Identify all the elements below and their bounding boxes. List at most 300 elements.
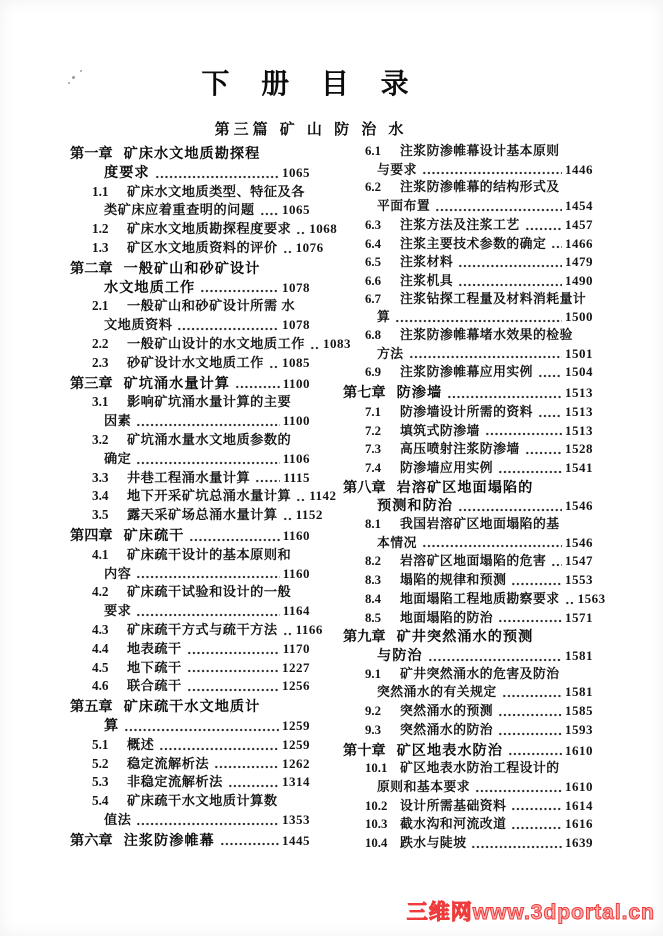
toc-chapter-entry: [70, 698, 310, 736]
toc-section-entry: [70, 792, 310, 830]
toc-section-entry: [70, 393, 310, 431]
entry-title-text: 突然涌水的防治: [400, 722, 494, 737]
toc-entry-line: [343, 797, 593, 816]
toc-section-entry: [70, 183, 310, 221]
toc-entry-line: [343, 459, 593, 478]
toc-entry-line: [343, 778, 593, 797]
dot-leader: [525, 227, 562, 231]
section-number-label: 4.2: [92, 584, 109, 600]
entry-title-text: 高压喷射注浆防渗墙: [400, 442, 520, 457]
toc-entry-line: [70, 755, 310, 774]
toc-section-entry: [343, 797, 593, 816]
entry-title-text: 一般矿山和砂矿设计: [123, 260, 261, 277]
dot-leader: [565, 601, 575, 605]
toc-entry-line: [343, 609, 593, 628]
entry-title-text: 一般矿山设计的水文地质工作: [127, 335, 305, 351]
toc-section-entry: [343, 143, 593, 179]
section-number-label: 6.8: [365, 328, 381, 343]
toc-entry-line: [70, 565, 310, 584]
page-number: 1065: [282, 164, 310, 180]
page-number: 1083: [322, 335, 351, 351]
section-number-label: 4.4: [92, 640, 109, 656]
entry-title-text: 稳定流解析法: [127, 755, 210, 771]
section-number-label: 9.2: [365, 704, 381, 719]
section-number-label: 6.4: [365, 236, 381, 251]
toc-entry-line: [70, 145, 310, 164]
toc-entry-line: [70, 602, 310, 621]
entry-title-text: 概述: [127, 736, 155, 752]
section-number-label: 5.2: [92, 755, 109, 771]
dot-leader: [471, 845, 562, 849]
section-number-label: 7.3: [365, 442, 381, 457]
toc-chapter-entry: [343, 629, 593, 665]
toc-entry-line: [343, 516, 593, 534]
chapter-number-label: 第六章: [70, 832, 113, 849]
entry-title-text: 截水沟和河流改道: [400, 817, 507, 832]
toc-section-entry: [70, 335, 351, 354]
toc-column-right: [343, 143, 606, 853]
entry-title-text: 矿床水文地质勘探程度要求: [127, 221, 292, 237]
toc-entry-line: [70, 773, 310, 792]
entry-title-text: 矿井突然涌水的预测: [396, 629, 534, 646]
toc-entry-line: [70, 736, 310, 755]
entry-title-text: 注浆主要技术参数的确定: [400, 236, 547, 251]
toc-entry-line: [343, 534, 593, 553]
toc-entry-line: [343, 363, 593, 382]
dot-leader: [189, 538, 279, 542]
toc-entry-line: [70, 506, 323, 525]
page-title: 下 册 目 录: [201, 68, 421, 99]
dot-leader: [458, 508, 562, 512]
page-number: 1500: [565, 309, 593, 325]
section-number-label: 5.1: [92, 736, 109, 752]
toc-section-entry: [70, 469, 310, 488]
toc-section-entry: [343, 459, 593, 478]
page-number: 1616: [565, 816, 593, 832]
section-number-label: 3.4: [92, 488, 109, 504]
toc-entry-line: [343, 308, 593, 327]
section-number-label: 10.1: [365, 761, 388, 776]
toc-section-entry: [343, 327, 593, 363]
dot-leader: [220, 842, 279, 846]
page-number: 1614: [565, 797, 593, 813]
section-number-label: 7.1: [365, 404, 381, 419]
heading-block: [70, 0, 596, 139]
entry-title-text: 文地质资料: [104, 317, 173, 333]
section-number-label: 3.5: [92, 507, 109, 523]
section-number-label: 7.2: [365, 423, 381, 438]
section-number-label: 1.3: [92, 239, 109, 255]
page-number: 1078: [282, 317, 310, 333]
dot-leader: [508, 752, 562, 756]
page-number: 1457: [565, 216, 593, 232]
section-number-label: 4.5: [92, 659, 109, 675]
entry-title-text: 填筑式防渗墙: [400, 423, 480, 438]
entry-title-text: 度要求: [104, 164, 150, 181]
section-number-label: 4.6: [92, 678, 109, 694]
toc-chapter-entry: [70, 145, 310, 183]
dot-leader: [502, 694, 562, 698]
section-number-label: 7.4: [365, 460, 381, 475]
toc-entry-line: [70, 621, 323, 640]
toc-entry-line: [70, 832, 310, 851]
page-number: 1546: [565, 498, 593, 514]
section-number-label: 8.5: [365, 610, 381, 625]
toc-section-entry: [70, 621, 323, 640]
toc-section-entry: [70, 220, 338, 239]
toc-entry-line: [70, 164, 310, 183]
section-number-label: 3.1: [92, 394, 109, 410]
dot-leader: [551, 245, 562, 249]
section-number-label: 6.6: [365, 273, 381, 288]
page-number: 1259: [282, 736, 310, 752]
dot-leader: [551, 563, 562, 567]
toc-section-entry: [70, 640, 310, 659]
toc-section-entry: [343, 235, 593, 254]
entry-title-text: 设计所需基础资料: [400, 798, 507, 813]
dot-leader: [155, 175, 279, 179]
entry-title-text: 矿井突然涌水的危害及防治: [400, 666, 560, 681]
toc-entry-line: [343, 760, 593, 778]
section-number-label: 10.2: [365, 798, 388, 813]
section-number-label: 5.4: [92, 793, 109, 809]
dot-leader: [269, 365, 279, 369]
entry-title-text: 水文地质工作: [104, 279, 196, 296]
entry-title-text: 矿区地表水防治工程设计的: [400, 761, 560, 776]
page-number: 1581: [565, 684, 593, 700]
chapter-number-label: 第二章: [70, 260, 113, 277]
entry-title-text: 矿床疏干设计的基本原则和: [127, 546, 292, 562]
dot-leader: [283, 250, 293, 254]
toc-chapter-entry: [70, 260, 310, 298]
entry-title-text: 一般矿山和砂矿设计所需 水: [127, 298, 296, 314]
section-number-label: 9.3: [365, 722, 381, 737]
page-number: 1445: [282, 832, 310, 848]
toc-chapter-entry: [343, 480, 593, 516]
chapter-number-label: 第四章: [70, 527, 113, 544]
dot-leader: [511, 807, 562, 811]
toc-entry-line: [343, 440, 593, 459]
toc-column-left: [70, 143, 351, 853]
entry-title-text: 矿床疏干水文地质计算数: [127, 793, 278, 809]
chapter-number-label: 第八章: [343, 479, 386, 496]
toc-section-entry: [70, 431, 310, 469]
section-number-label: 3.2: [92, 431, 109, 447]
entry-title-text: 地面塌陷的防治: [400, 610, 494, 625]
dot-leader: [228, 784, 279, 788]
section-number-label: 2.2: [92, 335, 109, 351]
dot-leader: [136, 461, 279, 465]
page-number: 1170: [282, 640, 310, 656]
entry-title-text: 注浆防渗帷幕: [123, 832, 215, 849]
toc-entry-line: [343, 590, 606, 609]
page-number: 1593: [565, 721, 593, 737]
toc-entry-line: [70, 393, 310, 412]
page-number: 1541: [565, 459, 593, 475]
toc-entry-line: [343, 327, 593, 345]
page-number: 1076: [295, 239, 324, 255]
dot-leader: [498, 619, 562, 623]
toc-entry-line: [343, 143, 593, 161]
entry-title-text: 矿区地表水防治: [396, 742, 503, 759]
toc-entry-line: [70, 640, 310, 659]
entry-title-text: 露天采矿场总涌水量计算: [127, 507, 278, 523]
toc-chapter-entry: [70, 527, 310, 546]
entry-title-text: 算: [104, 717, 120, 734]
dot-leader: [187, 669, 279, 673]
toc-entry-line: [343, 480, 593, 498]
dot-leader: [310, 346, 320, 350]
toc-entry-line: [70, 659, 310, 678]
entry-title-text: 矿区水文地质资料的评价: [127, 239, 278, 255]
page-number: 1166: [295, 621, 323, 637]
dot-leader: [422, 544, 562, 548]
toc-section-entry: [343, 609, 593, 628]
entry-title-text: 矿床疏干水文地质计: [123, 699, 261, 716]
page-number: 1610: [565, 778, 593, 794]
page-number: 1585: [565, 703, 593, 719]
section-number-label: 1.2: [92, 221, 109, 237]
toc-entry-line: [343, 384, 593, 403]
entry-title-text: 影响矿坑涌水量计算的主要: [127, 394, 292, 410]
chapter-number-label: 第五章: [70, 699, 113, 716]
toc-entry-line: [343, 683, 593, 702]
dot-leader: [260, 212, 279, 216]
page-number: 1256: [282, 678, 310, 694]
dot-leader: [136, 613, 279, 617]
toc-entry-line: [343, 815, 593, 834]
dot-leader: [447, 395, 562, 399]
page-number: 1490: [565, 272, 593, 288]
toc-section-entry: [70, 354, 310, 373]
toc-section-entry: [343, 721, 593, 740]
entry-title-text: 砂矿设计水文地质工作: [127, 354, 264, 370]
toc-entry-line: [343, 422, 593, 441]
toc-section-entry: [343, 590, 606, 609]
page-number: 1160: [282, 527, 310, 543]
entry-title-text: 地下疏干: [127, 659, 182, 675]
entry-title-text: 确定: [104, 450, 132, 466]
page-number: 1581: [565, 647, 593, 663]
entry-title-text: 非稳定流解析法: [127, 774, 223, 790]
entry-title-text: 塌陷的规律和预测: [400, 573, 507, 588]
toc-section-entry: [343, 179, 593, 215]
entry-title-text: 注浆防渗帷幕的结构形式及: [400, 180, 560, 195]
dot-leader: [538, 374, 562, 378]
toc-section-entry: [343, 760, 593, 796]
toc-entry-line: [70, 527, 310, 546]
toc-section-entry: [70, 506, 323, 525]
page-number: 1513: [565, 385, 593, 401]
toc-section-entry: [343, 516, 593, 552]
toc-entry-line: [70, 335, 351, 354]
chapter-number-label: 第三章: [70, 375, 113, 392]
section-number-label: 4.3: [92, 621, 109, 637]
section-number-label: 3.3: [92, 469, 109, 485]
dot-leader: [458, 264, 562, 268]
dot-leader: [214, 765, 279, 769]
toc-section-entry: [70, 677, 310, 696]
page-number: 1227: [282, 659, 310, 675]
page-number: 1610: [565, 742, 593, 758]
entry-title-text: 注浆方法及注浆工艺: [400, 217, 520, 232]
entry-title-text: 本情况: [377, 535, 417, 550]
toc-entry-line: [70, 239, 324, 258]
dot-leader: [498, 713, 562, 717]
entry-title-text: 突然涌水的有关规定: [377, 685, 497, 700]
section-number-label: 6.1: [365, 144, 381, 158]
toc-entry-line: [343, 272, 593, 291]
page-number: 1115: [283, 469, 310, 485]
dot-leader: [136, 575, 279, 579]
section-number-label: 10.3: [365, 817, 388, 832]
toc-section-entry: [70, 583, 310, 621]
page-number: 1164: [282, 603, 310, 619]
entry-title-text: 要求: [104, 603, 132, 619]
dot-leader: [296, 231, 306, 235]
dot-leader: [187, 651, 280, 655]
toc-chapter-entry: [343, 742, 593, 761]
dot-leader: [124, 728, 279, 732]
toc-section-entry: [70, 239, 324, 258]
toc-entry-line: [70, 316, 310, 335]
watermark: 三维网www.3dportal.cn: [406, 901, 655, 924]
dot-leader: [255, 479, 280, 483]
toc-entry-line: [343, 253, 593, 272]
dot-leader: [498, 732, 562, 736]
section-number-label: 8.3: [365, 573, 381, 588]
page-number: 1314: [282, 774, 310, 790]
dot-leader: [283, 632, 293, 636]
toc-section-entry: [343, 422, 593, 441]
toc-entry-line: [343, 216, 593, 235]
entry-title-text: 井巷工程涌水量计算: [127, 469, 251, 485]
toc-entry-line: [343, 403, 593, 422]
toc-section-entry: [343, 834, 593, 853]
toc-section-entry: [70, 487, 337, 506]
page-number: 1100: [282, 413, 310, 429]
toc-section-entry: [343, 291, 593, 327]
toc-entry-line: [343, 834, 593, 853]
toc-entry-line: [70, 260, 310, 279]
entry-title-text: 跌水与陡坡: [400, 836, 467, 851]
toc-entry-line: [70, 717, 310, 736]
entry-title-text: 地面塌陷工程地质勘察要求: [400, 591, 560, 606]
entry-title-text: 注浆钻探工程量及材料消耗量计: [400, 291, 587, 306]
entry-title-text: 岩溶矿区地面塌陷的: [396, 479, 534, 496]
page-number: 1353: [282, 811, 310, 827]
dot-leader: [136, 423, 279, 427]
section-number-label: 6.2: [365, 180, 381, 195]
dot-leader: [409, 355, 562, 359]
entry-title-text: 算: [377, 310, 391, 325]
part-heading: 第三篇 矿 山 防 治 水: [214, 121, 408, 138]
dot-leader: [422, 171, 562, 175]
toc-section-entry: [343, 253, 593, 272]
section-number-label: 2.3: [92, 354, 109, 370]
dot-leader: [235, 385, 280, 389]
entry-title-text: 矿床疏干试验和设计的一般: [127, 584, 292, 600]
toc-entry-line: [70, 811, 310, 830]
entry-title-text: 注浆材料: [400, 255, 454, 270]
dot-leader: [511, 826, 562, 830]
toc-section-entry: [343, 363, 593, 382]
section-number-label: 6.3: [365, 217, 381, 232]
page-number: 1479: [565, 254, 593, 270]
entry-title-text: 与防治: [377, 647, 423, 664]
toc-entry-line: [343, 702, 593, 721]
entry-title-text: 岩溶矿区地面塌陷的危害: [400, 554, 547, 569]
dot-leader: [538, 414, 562, 418]
dot-leader: [525, 451, 562, 455]
toc-chapter-entry: [70, 375, 310, 394]
section-number-label: 1.1: [92, 183, 109, 199]
toc-section-entry: [343, 571, 593, 590]
section-number-label: 2.1: [92, 298, 109, 314]
section-number-label: 8.1: [365, 517, 381, 532]
toc-entry-line: [343, 235, 593, 254]
toc-entry-line: [70, 220, 338, 239]
dot-leader: [428, 658, 562, 662]
toc-section-entry: [343, 666, 593, 702]
entry-title-text: 因素: [104, 413, 132, 429]
entry-title-text: 原则和基本要求: [377, 779, 471, 794]
page-number: 1078: [282, 279, 310, 295]
page-number: 1085: [282, 354, 310, 370]
page-number: 1466: [565, 235, 593, 251]
page-number: 1501: [565, 345, 593, 361]
dot-leader: [296, 498, 306, 502]
page-number: 1639: [565, 835, 593, 851]
toc-section-entry: [343, 702, 593, 721]
toc-chapter-entry: [70, 832, 310, 851]
entry-title-text: 地表疏干: [127, 640, 182, 656]
entry-title-text: 联合疏干: [127, 678, 182, 694]
toc-entry-line: [70, 297, 310, 316]
page-number: 1106: [282, 450, 310, 466]
dot-leader: [475, 789, 562, 793]
toc-section-entry: [70, 659, 310, 678]
page-number: 1563: [577, 590, 606, 606]
entry-title-text: 矿床水文地质勘探程: [123, 146, 261, 162]
section-number-label: 8.2: [365, 554, 381, 569]
dot-leader: [159, 747, 279, 751]
dot-leader: [187, 688, 279, 692]
toc-entry-line: [70, 792, 310, 811]
toc-entry-line: [343, 197, 593, 216]
toc-section-entry: [70, 755, 310, 774]
section-number-label: 9.1: [365, 666, 381, 681]
dot-leader: [200, 289, 279, 293]
entry-title-text: 防渗墙应用实例: [400, 460, 494, 475]
page-number: 1504: [565, 364, 593, 380]
toc-entry-line: [70, 279, 310, 298]
toc-columns: [70, 143, 606, 853]
entry-title-text: 内容: [104, 565, 132, 581]
dot-leader: [485, 432, 562, 436]
toc-section-entry: [70, 546, 310, 584]
entry-title-text: 注浆防渗帷幕应用实例: [400, 365, 533, 380]
chapter-number-label: 第九章: [343, 629, 386, 646]
entry-title-text: 注浆防渗帷幕堵水效果的检验: [400, 328, 573, 343]
toc-section-entry: [70, 736, 310, 755]
entry-title-text: 地下开采矿坑总涌水量计算: [127, 488, 292, 504]
page-number: 1454: [565, 198, 593, 214]
page-number: 1528: [565, 441, 593, 457]
toc-entry-line: [343, 666, 593, 684]
toc-section-entry: [70, 297, 310, 335]
chapter-number-label: 第十章: [343, 742, 386, 759]
